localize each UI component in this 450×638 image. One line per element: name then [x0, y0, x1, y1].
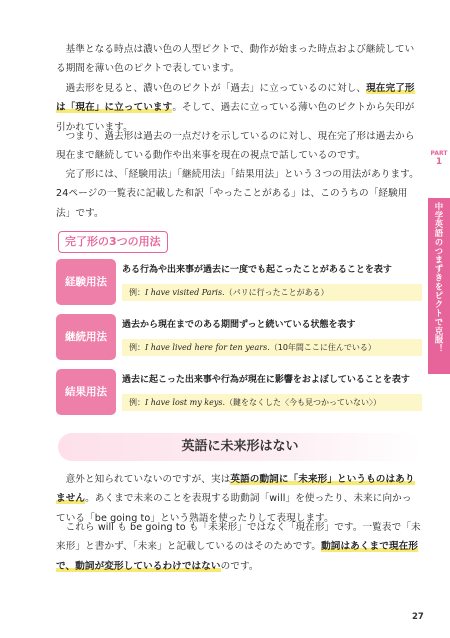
usage-example: [122, 394, 422, 411]
paragraph-1-text: 基準となる時点は濃い色の人型ピクトで、動作が始まった時点および継続している期間を薄い色のピクトで表しています。: [56, 44, 415, 75]
part-label-text: PART: [430, 150, 448, 157]
paragraph-5-highlight: 英語の動詞に「未来形」というものはありません: [56, 474, 415, 505]
paragraph-6-text-b: のです。: [220, 560, 259, 572]
paragraph-3: [56, 127, 421, 166]
example-prefix: 例：: [129, 398, 145, 407]
part-side-tab: [428, 150, 450, 375]
usage-experience: [56, 259, 422, 305]
usage-tag: 継続用法: [56, 314, 116, 360]
example-japanese: （鍵をなくした〈今も見つかっていない〉）: [225, 398, 382, 407]
paragraph-6: [56, 518, 421, 576]
paragraph-2-text-a: 過去形を見ると、濃い色のピクトが「過去」に立っているのに対し、: [65, 83, 367, 94]
example-prefix: 例：: [129, 343, 145, 352]
paragraph-4-text: 完了形には、「経験用法」「継続用法」「結果用法」という３つの用法があります。24ページの一覧表に記載した和訳「やったことがある」は、このうちの「経験用法」です。: [56, 169, 419, 219]
section-title: 完了形の3つの用法: [58, 231, 168, 253]
paragraph-4: [56, 165, 421, 223]
example-japanese: （10年間ここに住んでいる）: [269, 343, 376, 352]
page-number: 27: [412, 612, 424, 622]
paragraph-1: [56, 40, 421, 79]
usage-tag: 経験用法: [56, 259, 116, 305]
usage-description: 過去に起こった出来事や行為が現在に影響をおよぼしていることを表す: [122, 375, 410, 385]
part-label: [428, 150, 450, 194]
example-japanese: （パリに行ったことがある）: [224, 288, 329, 297]
paragraph-5-text-b: 。あくまで未来のことを表現する助動詞「will」を使ったり、未来に向かっている「be going to」という熟語を使ったりして表現します。: [56, 493, 412, 524]
example-english: I have visited Paris.: [145, 288, 225, 297]
usage-tag: 結果用法: [56, 369, 116, 415]
usage-example: [122, 284, 422, 301]
example-prefix: 例：: [129, 288, 145, 297]
usage-description: 過去から現在までのある期間ずっと続いている状態を表す: [122, 320, 356, 330]
part-number: 1: [435, 157, 443, 167]
paragraph-6-text-a: これら will も be going to も「未来形」ではなく「現在形」です。一覧表で「未来形」と書かず、「未来」と記載しているのはそのためです。: [56, 522, 421, 553]
part-title: 中学英語のつまずきをピクトで克服！: [434, 202, 444, 354]
section-banner-title: 英語に未来形はない: [58, 433, 422, 461]
paragraph-5-text-a: 意外と知られていないのですが、実は: [65, 474, 231, 485]
paragraph-2-text-b: 。そして、過去に立っている薄い色のピクトから矢印が引かれています。: [56, 102, 415, 133]
paragraph-2-highlight: 現在完了形は「現在」に立っています: [56, 83, 415, 114]
paragraph-6-highlight: 動詞はあくまで現在形で、動詞が変形しているわけではない: [56, 541, 419, 572]
usage-description: ある行為や出来事が過去に一度でも起こったことがあることを表す: [122, 265, 392, 275]
paragraph-3-text: つまり、過去形は過去の一点だけを示しているのに対し、現在完了形は過去から現在まで継続している動作や出来事を現在の視点で話しているのです。: [56, 131, 415, 162]
example-english: I have lost my keys.: [145, 398, 226, 407]
usage-continuation: [56, 314, 422, 360]
usage-example: [122, 339, 422, 356]
example-english: I have lived here for ten years.: [145, 343, 270, 352]
usage-result: [56, 369, 422, 415]
